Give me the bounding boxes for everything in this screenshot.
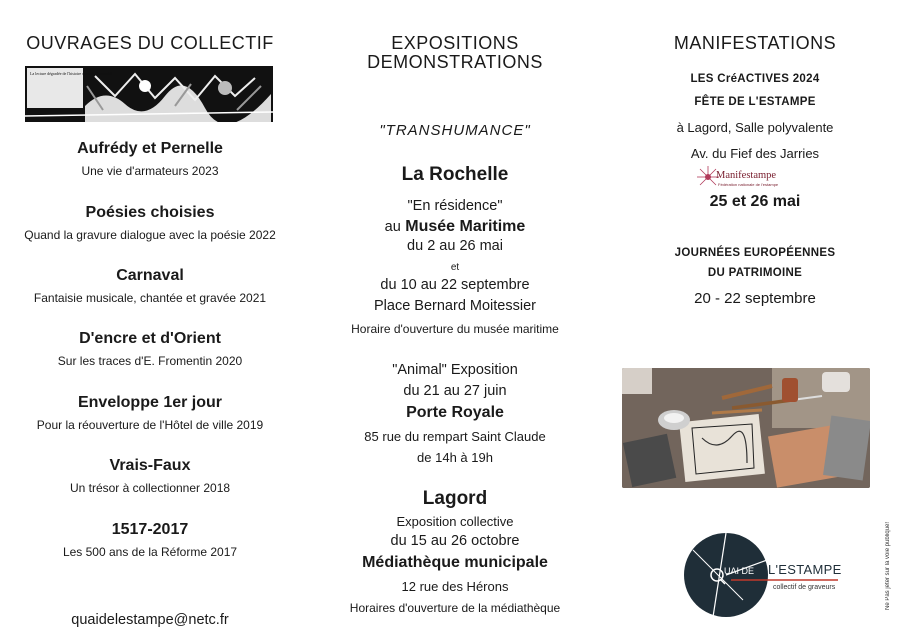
fete-estampe: FÊTE DE L'ESTAMPE <box>694 96 816 108</box>
item-title-1: Aufrédy et Pernelle <box>77 140 223 157</box>
musee-maritime: Musée Maritime <box>405 218 526 235</box>
et-word: et <box>450 262 460 273</box>
date-20-22-septembre: 20 - 22 septembre <box>694 290 816 307</box>
item-sub-6: Un trésor à collectionner 2018 <box>69 481 231 495</box>
heading-ouvrages: OUVRAGES DU COLLECTIF <box>26 33 274 53</box>
item-sub-3: Fantaisie musicale, chantée et gravée 2021 <box>33 291 267 305</box>
manifestampe-text: Manifestampe <box>716 170 777 181</box>
place-moitessier: Place Bernard Moitessier <box>374 298 536 314</box>
banner-caption: La lecture dégradée de l'histoire conduit l'humanité <box>30 71 112 76</box>
avenue-jarries: Av. du Fief des Jarries <box>690 146 820 161</box>
du-patrimoine: DU PATRIMOINE <box>707 267 803 279</box>
item-title-4: D'encre et d'Orient <box>79 330 221 347</box>
item-sub-5: Pour la réouverture de l'Hôtel de ville 2019 <box>36 418 264 432</box>
city-la-rochelle: La Rochelle <box>401 164 509 185</box>
creactives: LES CréACTIVES 2024 <box>690 73 820 85</box>
logo-part1: UAI DE <box>724 566 755 576</box>
heading-manifestations: MANIFESTATIONS <box>673 33 837 53</box>
item-title-6: Vrais-Faux <box>109 457 191 474</box>
email-link[interactable]: quaidelestampe@netc.fr <box>71 612 229 628</box>
lagord-salle: à Lagord, Salle polyvalente <box>676 120 834 135</box>
horaire-musee: Horaire d'ouverture du musée maritime <box>351 322 559 336</box>
theme-title: "TRANSHUMANCE" <box>379 122 531 139</box>
side-note: Ne Pas jeter sur la voie publique! <box>885 521 891 610</box>
mediatheque: Médiathèque municipale <box>362 554 548 571</box>
address-rempart: 85 rue du rempart Saint Claude <box>364 429 546 444</box>
date-mai: du 2 au 26 mai <box>407 238 503 254</box>
tools-illustration <box>622 368 870 488</box>
logo-part2: L'ESTAMPE <box>768 562 842 577</box>
date-juin: du 21 au 27 juin <box>403 383 507 399</box>
au-word: au <box>384 219 401 235</box>
residence-label: "En résidence" <box>407 198 503 214</box>
logo-tagline: collectif de graveurs <box>773 584 836 591</box>
item-title-3: Carnaval <box>116 267 184 284</box>
porte-royale: Porte Royale <box>406 404 504 421</box>
item-title-7: 1517-2017 <box>111 521 189 538</box>
ouvrages-list <box>0 0 300 636</box>
item-sub-4: Sur les traces d'E. Fromentin 2020 <box>57 354 243 368</box>
manifestampe-sub: Fédération nationale de l'estampe <box>718 182 779 187</box>
date-octobre: du 15 au 26 octobre <box>390 533 520 549</box>
item-title-2: Poésies choisies <box>85 204 215 221</box>
animal-expo: "Animal" Exposition <box>392 362 518 378</box>
item-sub-1: Une vie d'armateurs 2023 <box>81 164 219 178</box>
musee-line <box>305 218 605 236</box>
journees-europeennes: JOURNÉES EUROPÉENNES <box>674 247 836 259</box>
hours-label: de 14h à 19h <box>417 450 493 465</box>
engraving-tools-photo <box>622 368 870 488</box>
date-25-26-mai: 25 et 26 mai <box>709 193 801 210</box>
address-herons: 12 rue des Hérons <box>401 579 509 594</box>
item-sub-2: Quand la gravure dialogue avec la poésie 2022 <box>24 228 276 242</box>
date-septembre: du 10 au 22 septembre <box>380 277 530 293</box>
heading-expositions: EXPOSITIONS <box>391 33 519 53</box>
quai-estampe-logo <box>683 530 843 620</box>
heading-demonstrations: DEMONSTRATIONS <box>367 52 543 72</box>
item-sub-7: Les 500 ans de la Réforme 2017 <box>62 545 238 559</box>
city-lagord: Lagord <box>422 488 488 509</box>
manifestampe-logo <box>696 165 806 191</box>
horaire-mediatheque: Horaires d'ouverture de la médiathèque <box>349 601 561 615</box>
column-expositions <box>305 0 605 636</box>
expo-collective: Exposition collective <box>396 514 514 529</box>
item-title-5: Enveloppe 1er jour <box>77 394 223 411</box>
